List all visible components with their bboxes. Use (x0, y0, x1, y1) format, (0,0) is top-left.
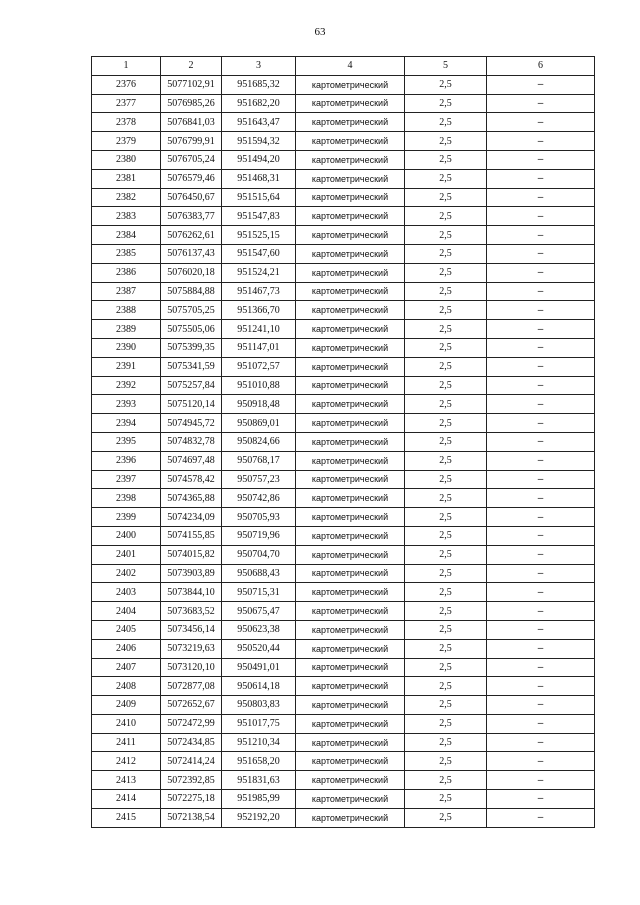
cell-method: картометрический (296, 714, 405, 733)
cell-coordinate-y: 951547,60 (222, 244, 296, 263)
cell-coordinate-x: 5076985,26 (161, 94, 222, 113)
cell-point-number: 2381 (92, 169, 161, 188)
cell-coordinate-y: 951210,34 (222, 733, 296, 752)
table-row (92, 489, 595, 508)
cell-note: – (487, 207, 595, 226)
cell-point-number: 2393 (92, 395, 161, 414)
cell-accuracy: 2,5 (405, 771, 487, 790)
cell-coordinate-y: 952192,20 (222, 808, 296, 827)
cell-coordinate-x: 5077102,91 (161, 75, 222, 94)
cell-coordinate-x: 5076262,61 (161, 226, 222, 245)
cell-method: картометрический (296, 188, 405, 207)
cell-coordinate-x: 5076137,43 (161, 244, 222, 263)
cell-coordinate-x: 5073844,10 (161, 583, 222, 602)
cell-point-number: 2407 (92, 658, 161, 677)
cell-point-number: 2409 (92, 696, 161, 715)
cell-method: картометрический (296, 790, 405, 809)
cell-note: – (487, 188, 595, 207)
cell-coordinate-x: 5075257,84 (161, 376, 222, 395)
cell-coordinate-x: 5074365,88 (161, 489, 222, 508)
cell-method: картометрический (296, 376, 405, 395)
cell-note: – (487, 395, 595, 414)
cell-coordinate-x: 5072138,54 (161, 808, 222, 827)
cell-coordinate-y: 951685,32 (222, 75, 296, 94)
cell-accuracy: 2,5 (405, 639, 487, 658)
cell-point-number: 2386 (92, 263, 161, 282)
cell-coordinate-x: 5075505,06 (161, 320, 222, 339)
table-row (92, 414, 595, 433)
cell-coordinate-y: 951010,88 (222, 376, 296, 395)
table-row (92, 207, 595, 226)
column-header-2: 2 (161, 57, 222, 76)
cell-coordinate-y: 950869,01 (222, 414, 296, 433)
cell-coordinate-x: 5075120,14 (161, 395, 222, 414)
table-row (92, 583, 595, 602)
cell-point-number: 2383 (92, 207, 161, 226)
cell-note: – (487, 639, 595, 658)
cell-point-number: 2376 (92, 75, 161, 94)
cell-coordinate-x: 5073120,10 (161, 658, 222, 677)
cell-note: – (487, 282, 595, 301)
cell-coordinate-y: 951524,21 (222, 263, 296, 282)
cell-note: – (487, 526, 595, 545)
cell-note: – (487, 808, 595, 827)
cell-method: картометрический (296, 696, 405, 715)
table-row (92, 395, 595, 414)
cell-accuracy: 2,5 (405, 526, 487, 545)
cell-method: картометрический (296, 639, 405, 658)
table-row (92, 244, 595, 263)
table-row (92, 808, 595, 827)
cell-method: картометрический (296, 338, 405, 357)
cell-accuracy: 2,5 (405, 226, 487, 245)
cell-method: картометрический (296, 263, 405, 282)
cell-note: – (487, 451, 595, 470)
cell-method: картометрический (296, 620, 405, 639)
cell-note: – (487, 602, 595, 621)
cell-accuracy: 2,5 (405, 564, 487, 583)
table-row (92, 714, 595, 733)
cell-accuracy: 2,5 (405, 620, 487, 639)
table-row (92, 620, 595, 639)
cell-method: картометрический (296, 320, 405, 339)
table-row (92, 301, 595, 320)
cell-point-number: 2390 (92, 338, 161, 357)
cell-coordinate-x: 5072392,85 (161, 771, 222, 790)
cell-coordinate-y: 951017,75 (222, 714, 296, 733)
cell-coordinate-y: 950623,38 (222, 620, 296, 639)
cell-point-number: 2413 (92, 771, 161, 790)
cell-point-number: 2406 (92, 639, 161, 658)
column-header-1: 1 (92, 57, 161, 76)
table-row (92, 75, 595, 94)
cell-coordinate-x: 5074832,78 (161, 432, 222, 451)
cell-note: – (487, 75, 595, 94)
cell-accuracy: 2,5 (405, 432, 487, 451)
table-row (92, 376, 595, 395)
cell-accuracy: 2,5 (405, 188, 487, 207)
cell-coordinate-x: 5075399,35 (161, 338, 222, 357)
table-row (92, 733, 595, 752)
table-row (92, 677, 595, 696)
cell-coordinate-y: 951515,64 (222, 188, 296, 207)
cell-note: – (487, 94, 595, 113)
cell-coordinate-y: 950742,86 (222, 489, 296, 508)
cell-method: картометрический (296, 564, 405, 583)
table-row (92, 132, 595, 151)
cell-method: картометрический (296, 545, 405, 564)
table-row (92, 658, 595, 677)
cell-accuracy: 2,5 (405, 169, 487, 188)
column-header-6: 6 (487, 57, 595, 76)
cell-accuracy: 2,5 (405, 338, 487, 357)
cell-coordinate-y: 951547,83 (222, 207, 296, 226)
cell-note: – (487, 470, 595, 489)
cell-coordinate-y: 951241,10 (222, 320, 296, 339)
cell-note: – (487, 169, 595, 188)
cell-accuracy: 2,5 (405, 508, 487, 527)
cell-method: картометрический (296, 357, 405, 376)
cell-coordinate-x: 5072434,85 (161, 733, 222, 752)
cell-coordinate-x: 5075341,59 (161, 357, 222, 376)
cell-coordinate-y: 951682,20 (222, 94, 296, 113)
cell-point-number: 2379 (92, 132, 161, 151)
cell-accuracy: 2,5 (405, 150, 487, 169)
cell-accuracy: 2,5 (405, 808, 487, 827)
cell-note: – (487, 714, 595, 733)
cell-accuracy: 2,5 (405, 94, 487, 113)
cell-accuracy: 2,5 (405, 658, 487, 677)
cell-method: картометрический (296, 733, 405, 752)
cell-coordinate-x: 5076799,91 (161, 132, 222, 151)
cell-method: картометрический (296, 414, 405, 433)
cell-coordinate-y: 950704,70 (222, 545, 296, 564)
cell-point-number: 2394 (92, 414, 161, 433)
cell-accuracy: 2,5 (405, 489, 487, 508)
cell-point-number: 2382 (92, 188, 161, 207)
cell-method: картометрический (296, 395, 405, 414)
table-row (92, 696, 595, 715)
cell-point-number: 2415 (92, 808, 161, 827)
cell-method: картометрический (296, 150, 405, 169)
cell-note: – (487, 357, 595, 376)
cell-coordinate-x: 5074155,85 (161, 526, 222, 545)
cell-accuracy: 2,5 (405, 677, 487, 696)
cell-coordinate-y: 950491,01 (222, 658, 296, 677)
cell-note: – (487, 150, 595, 169)
cell-coordinate-x: 5073456,14 (161, 620, 222, 639)
cell-note: – (487, 301, 595, 320)
cell-point-number: 2396 (92, 451, 161, 470)
cell-point-number: 2387 (92, 282, 161, 301)
cell-coordinate-x: 5073903,89 (161, 564, 222, 583)
cell-method: картометрический (296, 451, 405, 470)
cell-note: – (487, 338, 595, 357)
cell-coordinate-x: 5075884,88 (161, 282, 222, 301)
table-row (92, 451, 595, 470)
cell-method: картометрический (296, 207, 405, 226)
cell-accuracy: 2,5 (405, 113, 487, 132)
header-row (92, 57, 595, 76)
cell-accuracy: 2,5 (405, 470, 487, 489)
cell-coordinate-y: 950675,47 (222, 602, 296, 621)
cell-coordinate-y: 950520,44 (222, 639, 296, 658)
cell-point-number: 2388 (92, 301, 161, 320)
cell-accuracy: 2,5 (405, 714, 487, 733)
cell-method: картометрический (296, 94, 405, 113)
page-number: 63 (314, 26, 326, 38)
cell-coordinate-x: 5076579,46 (161, 169, 222, 188)
cell-note: – (487, 113, 595, 132)
cell-coordinate-y: 951072,57 (222, 357, 296, 376)
cell-coordinate-x: 5076020,18 (161, 263, 222, 282)
cell-note: – (487, 320, 595, 339)
table-row (92, 150, 595, 169)
cell-accuracy: 2,5 (405, 75, 487, 94)
cell-note: – (487, 658, 595, 677)
cell-point-number: 2397 (92, 470, 161, 489)
cell-coordinate-x: 5076383,77 (161, 207, 222, 226)
column-header-3: 3 (222, 57, 296, 76)
table-row (92, 790, 595, 809)
cell-coordinate-x: 5072472,99 (161, 714, 222, 733)
cell-point-number: 2410 (92, 714, 161, 733)
cell-method: картометрический (296, 132, 405, 151)
cell-coordinate-y: 950757,23 (222, 470, 296, 489)
table-row (92, 113, 595, 132)
cell-note: – (487, 583, 595, 602)
cell-coordinate-x: 5072275,18 (161, 790, 222, 809)
cell-point-number: 2399 (92, 508, 161, 527)
table-row (92, 771, 595, 790)
cell-note: – (487, 545, 595, 564)
cell-coordinate-x: 5076450,67 (161, 188, 222, 207)
cell-coordinate-y: 951494,20 (222, 150, 296, 169)
cell-point-number: 2412 (92, 752, 161, 771)
cell-method: картометрический (296, 432, 405, 451)
cell-coordinate-y: 950688,43 (222, 564, 296, 583)
cell-method: картометрический (296, 808, 405, 827)
table-row (92, 470, 595, 489)
cell-coordinate-x: 5074945,72 (161, 414, 222, 433)
cell-method: картометрический (296, 658, 405, 677)
cell-coordinate-x: 5072652,67 (161, 696, 222, 715)
cell-note: – (487, 244, 595, 263)
cell-note: – (487, 414, 595, 433)
table-row (92, 188, 595, 207)
cell-method: картометрический (296, 244, 405, 263)
cell-coordinate-y: 950719,96 (222, 526, 296, 545)
cell-point-number: 2389 (92, 320, 161, 339)
cell-coordinate-y: 950614,18 (222, 677, 296, 696)
cell-accuracy: 2,5 (405, 357, 487, 376)
cell-coordinate-x: 5072414,24 (161, 752, 222, 771)
cell-coordinate-x: 5074234,09 (161, 508, 222, 527)
cell-point-number: 2408 (92, 677, 161, 696)
cell-point-number: 2380 (92, 150, 161, 169)
cell-accuracy: 2,5 (405, 301, 487, 320)
cell-note: – (487, 376, 595, 395)
cell-accuracy: 2,5 (405, 395, 487, 414)
cell-accuracy: 2,5 (405, 320, 487, 339)
cell-point-number: 2400 (92, 526, 161, 545)
cell-accuracy: 2,5 (405, 602, 487, 621)
table-row (92, 432, 595, 451)
table-row (92, 357, 595, 376)
cell-coordinate-x: 5074015,82 (161, 545, 222, 564)
cell-coordinate-y: 951147,01 (222, 338, 296, 357)
column-header-4: 4 (296, 57, 405, 76)
column-header-5: 5 (405, 57, 487, 76)
cell-coordinate-y: 951366,70 (222, 301, 296, 320)
cell-method: картометрический (296, 771, 405, 790)
cell-accuracy: 2,5 (405, 282, 487, 301)
cell-accuracy: 2,5 (405, 207, 487, 226)
table-row (92, 639, 595, 658)
table-header (92, 57, 595, 76)
cell-coordinate-x: 5076705,24 (161, 150, 222, 169)
cell-accuracy: 2,5 (405, 263, 487, 282)
cell-accuracy: 2,5 (405, 696, 487, 715)
cell-note: – (487, 620, 595, 639)
cell-note: – (487, 508, 595, 527)
cell-coordinate-y: 950768,17 (222, 451, 296, 470)
cell-point-number: 2378 (92, 113, 161, 132)
cell-coordinate-x: 5073219,63 (161, 639, 222, 658)
cell-note: – (487, 677, 595, 696)
table-row (92, 338, 595, 357)
cell-coordinate-y: 950824,66 (222, 432, 296, 451)
cell-accuracy: 2,5 (405, 583, 487, 602)
cell-note: – (487, 226, 595, 245)
cell-method: картометрический (296, 169, 405, 188)
cell-method: картометрический (296, 470, 405, 489)
cell-method: картометрический (296, 583, 405, 602)
cell-method: картометрический (296, 282, 405, 301)
cell-point-number: 2395 (92, 432, 161, 451)
cell-coordinate-y: 951467,73 (222, 282, 296, 301)
coordinates-table (91, 56, 595, 828)
cell-accuracy: 2,5 (405, 132, 487, 151)
cell-coordinate-y: 951525,15 (222, 226, 296, 245)
cell-note: – (487, 752, 595, 771)
cell-method: картометрический (296, 301, 405, 320)
table-row (92, 320, 595, 339)
cell-note: – (487, 771, 595, 790)
cell-point-number: 2405 (92, 620, 161, 639)
cell-coordinate-x: 5074578,42 (161, 470, 222, 489)
table-body (92, 75, 595, 827)
cell-coordinate-y: 950705,93 (222, 508, 296, 527)
cell-accuracy: 2,5 (405, 376, 487, 395)
cell-coordinate-y: 951658,20 (222, 752, 296, 771)
cell-coordinate-x: 5073683,52 (161, 602, 222, 621)
cell-method: картометрический (296, 508, 405, 527)
table-row (92, 602, 595, 621)
cell-method: картометрический (296, 113, 405, 132)
table-row (92, 508, 595, 527)
cell-point-number: 2398 (92, 489, 161, 508)
table-row (92, 752, 595, 771)
cell-accuracy: 2,5 (405, 545, 487, 564)
cell-method: картометрический (296, 526, 405, 545)
cell-coordinate-y: 951985,99 (222, 790, 296, 809)
cell-point-number: 2385 (92, 244, 161, 263)
cell-note: – (487, 132, 595, 151)
cell-coordinate-x: 5072877,08 (161, 677, 222, 696)
table-row (92, 282, 595, 301)
cell-point-number: 2402 (92, 564, 161, 583)
cell-coordinate-y: 950803,83 (222, 696, 296, 715)
cell-method: картометрический (296, 489, 405, 508)
table-row (92, 545, 595, 564)
cell-point-number: 2377 (92, 94, 161, 113)
cell-method: картометрический (296, 226, 405, 245)
table-row (92, 564, 595, 583)
cell-method: картометрический (296, 602, 405, 621)
cell-note: – (487, 263, 595, 282)
cell-accuracy: 2,5 (405, 451, 487, 470)
table-row (92, 263, 595, 282)
cell-accuracy: 2,5 (405, 752, 487, 771)
cell-point-number: 2414 (92, 790, 161, 809)
cell-accuracy: 2,5 (405, 790, 487, 809)
table-row (92, 169, 595, 188)
cell-coordinate-y: 950715,31 (222, 583, 296, 602)
table-row (92, 94, 595, 113)
cell-coordinate-y: 950918,48 (222, 395, 296, 414)
cell-coordinate-x: 5074697,48 (161, 451, 222, 470)
cell-coordinate-y: 951594,32 (222, 132, 296, 151)
cell-coordinate-x: 5075705,25 (161, 301, 222, 320)
cell-coordinate-x: 5076841,03 (161, 113, 222, 132)
cell-point-number: 2384 (92, 226, 161, 245)
cell-point-number: 2404 (92, 602, 161, 621)
cell-note: – (487, 564, 595, 583)
cell-point-number: 2401 (92, 545, 161, 564)
cell-note: – (487, 733, 595, 752)
cell-accuracy: 2,5 (405, 733, 487, 752)
cell-note: – (487, 696, 595, 715)
cell-coordinate-y: 951643,47 (222, 113, 296, 132)
cell-method: картометрический (296, 677, 405, 696)
cell-coordinate-y: 951831,63 (222, 771, 296, 790)
cell-accuracy: 2,5 (405, 414, 487, 433)
table-row (92, 526, 595, 545)
table-row (92, 226, 595, 245)
cell-point-number: 2391 (92, 357, 161, 376)
cell-accuracy: 2,5 (405, 244, 487, 263)
cell-method: картометрический (296, 75, 405, 94)
cell-point-number: 2411 (92, 733, 161, 752)
cell-coordinate-y: 951468,31 (222, 169, 296, 188)
cell-point-number: 2403 (92, 583, 161, 602)
cell-method: картометрический (296, 752, 405, 771)
cell-note: – (487, 432, 595, 451)
cell-note: – (487, 790, 595, 809)
cell-point-number: 2392 (92, 376, 161, 395)
cell-note: – (487, 489, 595, 508)
